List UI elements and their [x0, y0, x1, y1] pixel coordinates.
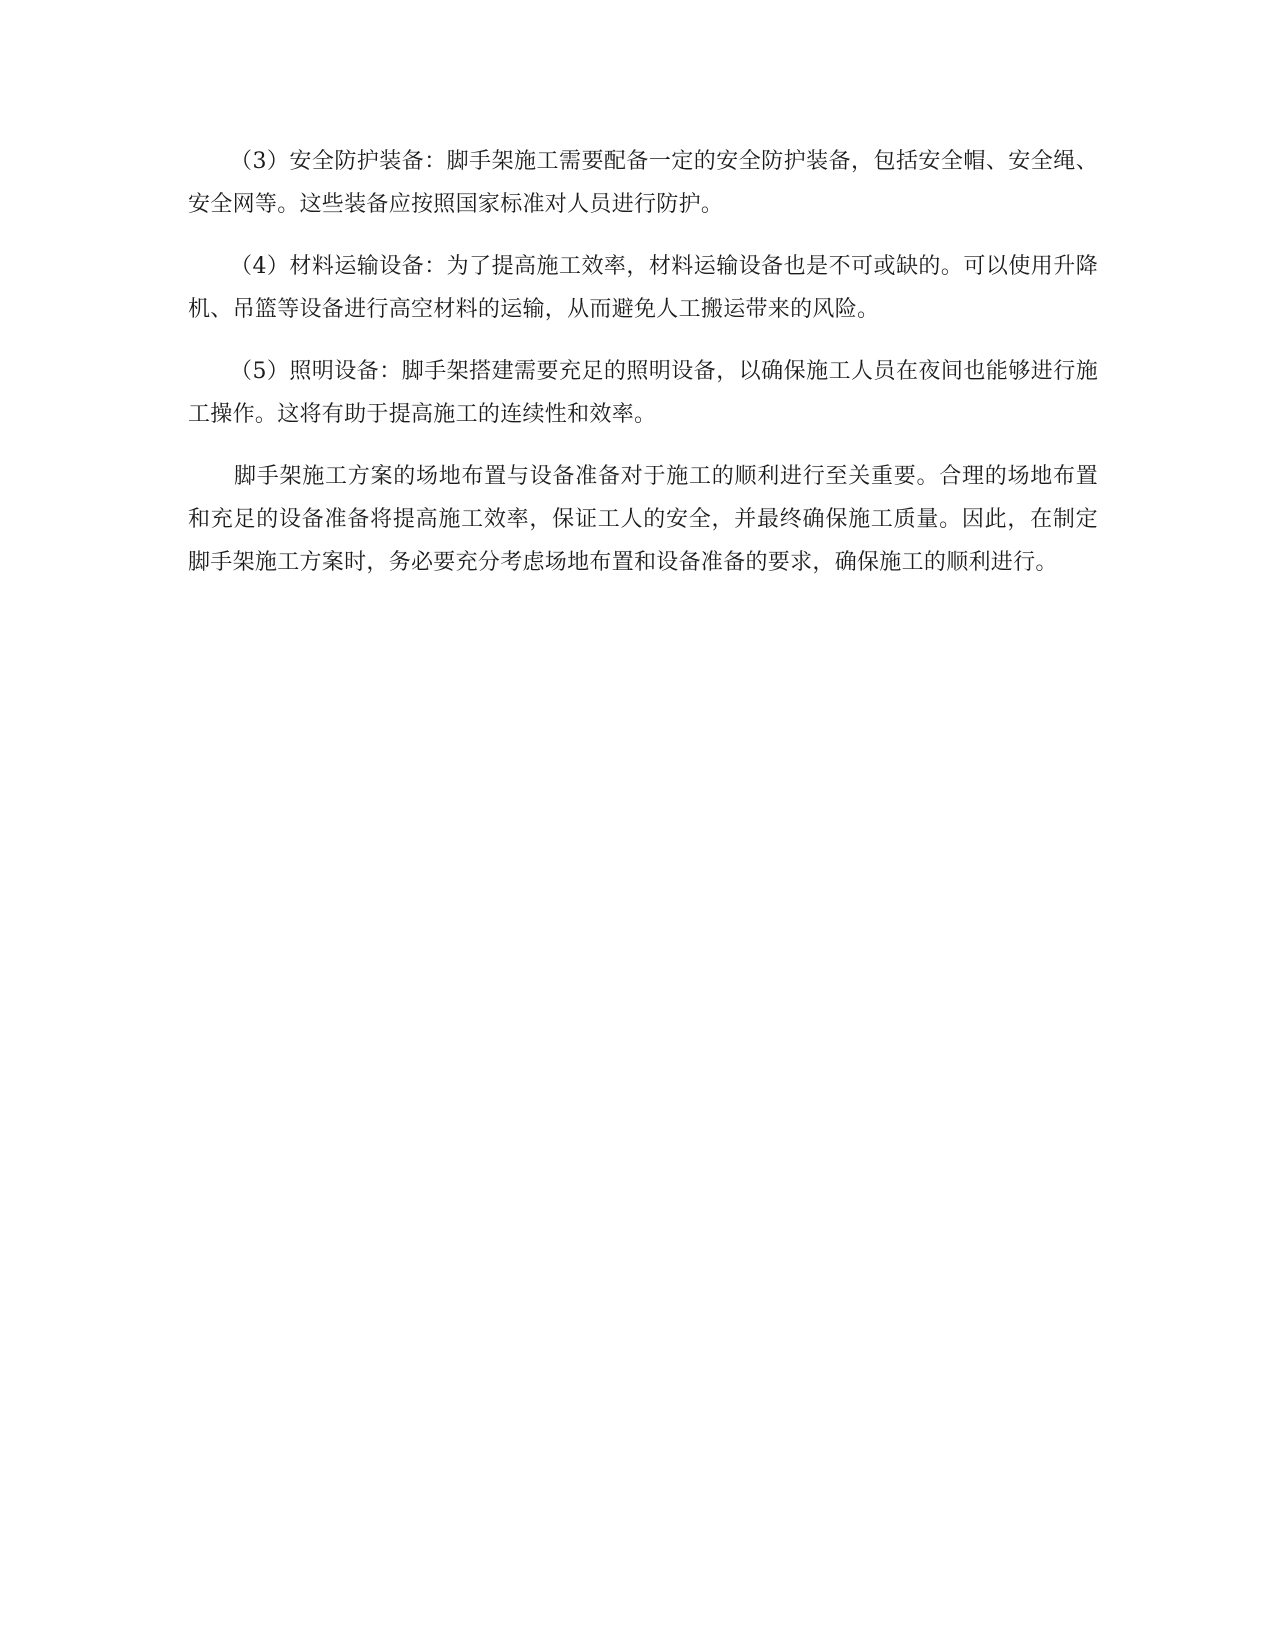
equipment-item-lighting: （5）照明设备：脚手架搭建需要充足的照明设备，以确保施工人员在夜间也能够进行施工操作。这将有助于提高施工的连续性和效率。 — [188, 359, 1098, 427]
summary-paragraph: 脚手架施工方案的场地布置与设备准备对于施工的顺利进行至关重要。合理的场地布置和充足的设备准备将提高施工效率，保证工人的安全，并最终确保施工质量。因此，在制定脚手架施工方案时，务必要充分考虑场地布置和设备准备的要求，确保施工的顺利进行。 — [188, 464, 1098, 575]
equipment-item-material-transport: （4）材料运输设备：为了提高施工效率，材料运输设备也是不可或缺的。可以使用升降机、吊篮等设备进行高空材料的运输，从而避免人工搬运带来的风险。 — [188, 254, 1098, 322]
equipment-item-safety-gear: （3）安全防护装备：脚手架施工需要配备一定的安全防护装备，包括安全帽、安全绳、安全网等。这些装备应按照国家标准对人员进行防护。 — [188, 149, 1098, 217]
document-body — [188, 140, 1098, 584]
